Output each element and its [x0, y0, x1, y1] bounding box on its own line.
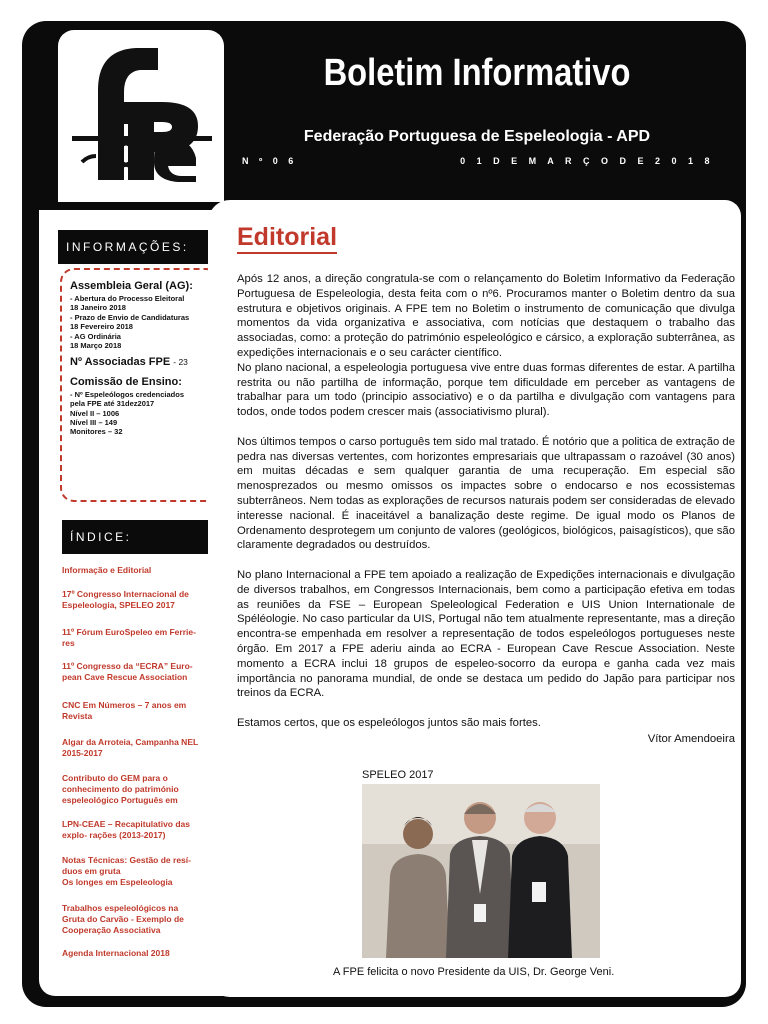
paragraph: No plano Internacional a FPE tem apoiado a realização de Expedições internacionais e divulgação de diversos trabalhos, em Congressos Internacionais, bem como a participação efetiva em todas as reuniões da FSE – European Speleological Federation e UIS Union Internationale de Spéléologie. No caso particular da UIS, Portugal não tem atualmente representante, mas a direção encontra-se empenhada em resolver a representação de todos espeleólogos portugueses neste órgão. Em 2017 a FPE aderiu ainda ao ECRA - European Cave Rescue Association. Neste momento a ECRA inclui 18 grupos de espeleo-socorro da europa e ganha cada vez mais importância no panorama mundial, de onde se destaca um pedido do Japão para participar nos treinos da ECRA.: [237, 568, 735, 700]
index-item-title: Agenda Internacional 2018: [62, 948, 170, 958]
index-item-title: Os longes em Espeleologia: [62, 877, 173, 887]
ag-line: 18 Fevereiro 2018: [70, 322, 133, 332]
signature: Vítor Amendoeira: [647, 733, 735, 745]
index-item-title: 11º Fórum EuroSpeleo em Ferrie- res: [62, 627, 196, 648]
index-heading: ÍNDICE:: [62, 520, 209, 554]
paragraph: Estamos certos, que os espeleólogos juntos são mais fortes.: [237, 716, 541, 729]
index-item[interactable]: [62, 773, 230, 806]
index-item[interactable]: [62, 877, 230, 888]
assoc-label: Nº Associadas FPE: [70, 356, 171, 369]
ensino-line: Nível II – 1006: [70, 408, 120, 418]
ag-line: 18 Março 2018: [70, 341, 122, 351]
index-item-title: 17º Congresso Internacional de Espeleologia, SPELEO 2017: [62, 589, 189, 610]
ensino-title: Comissão de Ensino:: [70, 375, 182, 388]
index-item[interactable]: [62, 589, 230, 611]
ensino-section: [70, 376, 210, 437]
index-item[interactable]: [62, 700, 230, 722]
ag-title: Assembleia Geral (AG):: [70, 280, 193, 292]
assoc-value: - 23: [173, 357, 188, 368]
index-item-title: Algar da Arroteia, Campanha NEL 2015-2017: [62, 737, 199, 758]
assoc-count: [70, 358, 210, 367]
ag-line: - AG Ordinária: [70, 331, 121, 341]
index-item-title: Trabalhos espeleológicos na Gruta do Carvão - Exemplo de Cooperação Associativa: [62, 903, 184, 935]
ensino-line: Nível III – 149: [70, 418, 118, 428]
index-item-title: 11º Congresso da “ECRA” Euro- pean Cave Rescue Association: [62, 661, 193, 682]
index-item-title: Contributo do GEM para o conhecimento do património espeleológico Português em: [62, 773, 179, 805]
ag-line: - Prazo de Envio de Candidaturas: [70, 312, 190, 322]
newsletter-subtitle: Federação Portuguesa de Espeleologia - APD: [303, 128, 651, 145]
photo-illustration: [362, 784, 600, 958]
ensino-line: Monitores – 32: [70, 427, 123, 437]
photo-caption: A FPE felicita o novo Presidente da UIS, Dr. George Veni.: [333, 966, 615, 978]
index-item[interactable]: [62, 855, 230, 877]
paragraph: No plano nacional, a espeleologia portuguesa vive entre duas formas diferentes de estar. A partilha restrita ou não partilha de informação, porque tem dificuldade em perceber as vantagens de trabalhar para um todo (principio associativo) e o da partilha e divulgação com vantagens para todos, onde todos podem crescer mais (associativismo plural).: [237, 361, 735, 419]
index-item[interactable]: [62, 948, 230, 959]
issue-number: N º 0 6: [242, 156, 298, 166]
fpe-logo: [58, 30, 224, 202]
index-item[interactable]: [62, 819, 230, 841]
index-item-title: CNC Em Números – 7 anos em Revista: [62, 700, 187, 721]
photo-title: SPELEO 2017: [362, 769, 434, 781]
paragraph: Após 12 anos, a direção congratula-se com o relançamento do Boletim Informativo da Federação Portuguesa de Espeleologia, desta feita com o nº6. Procuramos manter o Boletim dentro da sua estrutura e objetivos originais. A FPE tem no Boletim o instrumento de comunicação que divulga momentos da vida organizativa e associativa, com notícias que destaquem o trabalho das associadas, como: a proteção do património espeleológico e cársico, a exploração subterrânea, as expedições internacionais e o seu carácter científico.: [237, 273, 735, 359]
ag-line: 18 Janeiro 2018: [70, 303, 126, 313]
index-item-title: LPN-CEAE – Recapitulativo das explo- rações (2013-2017): [62, 819, 191, 840]
ensino-line: - Nº Espeleólogos credenciados: [70, 389, 185, 399]
ensino-line: pela FPE até 31dez2017: [70, 399, 155, 409]
group-photo: [362, 784, 600, 958]
index-item-title: Notas Técnicas: Gestão de resí- duos em gruta: [62, 855, 191, 876]
index-item[interactable]: [62, 627, 230, 649]
issue-date: 0 1 D E M A R Ç O D E 2 0 1 8: [460, 156, 714, 166]
fpe-logo-icon: [58, 30, 224, 202]
index-item-title: Informação e Editorial: [62, 565, 152, 575]
editorial-body: [237, 272, 735, 731]
editorial-heading: Editorial: [237, 222, 337, 254]
info-heading: INFORMAÇÕES:: [58, 230, 212, 264]
ag-section: [70, 280, 210, 350]
ag-line: - Abertura do Processo Eleitoral: [70, 294, 185, 303]
newsletter-title: Boletim Informativo: [323, 52, 631, 94]
paragraph: Nos últimos tempos o carso português tem sido mal tratado. É notório que a politica de extração de pedra nas diversas vertentes, com horizontes empresariais que ultrapassam o razoável (30 anos) em muitas décadas e sem qualquer garantia de uma recuperação. Em especial são menosprezados ou mesmo omissos os impactes sobre o endocarso e nos ecossistemas subterrâneos. Nem todas as explorações de recursos naturais podem ser consideradas de elevado interesse nacional. É inaceitável a banalização deste regime. De igual modo os Planos de Ordenamento desprotegem um conjunto de valores (geológicos, biológicos, paisagísticos), que são claramente degradados ou destruídos.: [237, 435, 735, 552]
index-item[interactable]: [62, 565, 230, 576]
index-item[interactable]: [62, 661, 230, 683]
index-item[interactable]: [62, 737, 230, 759]
index-item[interactable]: [62, 903, 230, 936]
info-box: [60, 268, 220, 502]
